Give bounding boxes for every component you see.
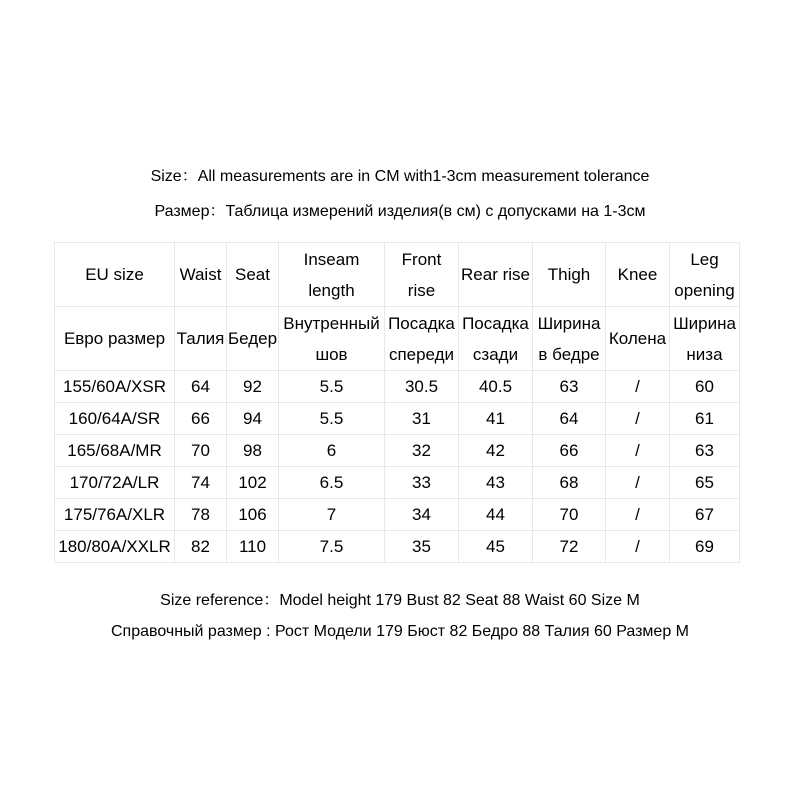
header-row-english	[55, 243, 740, 307]
size-reference-english: Size reference：Model height 179 Bust 82 Seat 88 Waist 60 Size M	[160, 592, 640, 609]
cell-knee: /	[606, 499, 670, 531]
header-label: Front	[401, 249, 442, 269]
header-thigh	[533, 243, 606, 307]
header-label: Thigh	[547, 265, 591, 284]
header-rear-rise	[459, 307, 533, 371]
size-table	[54, 242, 740, 563]
cell-front-rise: 35	[385, 531, 459, 563]
header-front-rise	[385, 243, 459, 307]
header-label: шов	[315, 344, 348, 364]
cell-knee: /	[606, 435, 670, 467]
cell-rear-rise: 41	[459, 403, 533, 435]
table-row	[55, 499, 740, 531]
cell-eu-size: 165/68A/MR	[55, 435, 175, 467]
cell-front-rise: 34	[385, 499, 459, 531]
header-label: Rear rise	[461, 265, 530, 284]
header-leg-opening	[670, 243, 740, 307]
cell-front-rise: 33	[385, 467, 459, 499]
cell-thigh: 66	[533, 435, 606, 467]
cell-leg-opening: 63	[670, 435, 740, 467]
cell-eu-size: 170/72A/LR	[55, 467, 175, 499]
cell-seat: 106	[227, 499, 279, 531]
cell-thigh: 70	[533, 499, 606, 531]
header-label: EU size	[85, 265, 144, 284]
cell-seat: 98	[227, 435, 279, 467]
header-label: Внутренный	[283, 313, 380, 333]
cell-knee: /	[606, 531, 670, 563]
header-seat	[227, 307, 279, 371]
cell-waist: 66	[175, 403, 227, 435]
size-note-english: Size：All measurements are in CM with1-3cm measurement tolerance	[150, 168, 650, 185]
header-knee	[606, 243, 670, 307]
cell-waist: 82	[175, 531, 227, 563]
header-label: Посадка	[388, 313, 455, 333]
cell-eu-size: 160/64A/SR	[55, 403, 175, 435]
cell-knee: /	[606, 371, 670, 403]
header-label: Посадка	[462, 313, 529, 333]
cell-inseam: 7	[279, 499, 385, 531]
header-label: length	[308, 280, 355, 300]
header-label: rise	[407, 280, 436, 300]
cell-front-rise: 30.5	[385, 371, 459, 403]
cell-leg-opening: 67	[670, 499, 740, 531]
header-label: Колена	[608, 329, 667, 348]
cell-rear-rise: 42	[459, 435, 533, 467]
cell-leg-opening: 60	[670, 371, 740, 403]
header-inseam	[279, 307, 385, 371]
cell-seat: 94	[227, 403, 279, 435]
table-row	[55, 403, 740, 435]
cell-knee: /	[606, 403, 670, 435]
header-rear-rise	[459, 243, 533, 307]
size-reference-russian: Справочный размер : Рост Модели 179 Бюст 82 Бедро 88 Талия 60 Размер M	[110, 623, 689, 640]
header-label: Талия	[176, 329, 225, 348]
header-label: Евро размер	[63, 329, 166, 348]
cell-inseam: 7.5	[279, 531, 385, 563]
header-label: спереди	[388, 344, 455, 364]
cell-eu-size: 155/60A/XSR	[55, 371, 175, 403]
header-waist	[175, 307, 227, 371]
size-note-russian: Размер：Таблица измерений изделия(в см) с допусками на 1-3см	[154, 203, 646, 220]
header-label: Ширина	[673, 313, 736, 333]
cell-eu-size: 175/76A/XLR	[55, 499, 175, 531]
cell-rear-rise: 40.5	[459, 371, 533, 403]
cell-rear-rise: 44	[459, 499, 533, 531]
header-label: opening	[674, 280, 735, 300]
cell-thigh: 68	[533, 467, 606, 499]
cell-waist: 74	[175, 467, 227, 499]
header-label: в бедре	[538, 344, 600, 364]
table-row	[55, 435, 740, 467]
cell-inseam: 6	[279, 435, 385, 467]
cell-waist: 78	[175, 499, 227, 531]
header-thigh	[533, 307, 606, 371]
header-eu-size	[55, 307, 175, 371]
header-knee	[606, 307, 670, 371]
header-label: Ширина	[537, 313, 601, 333]
header-eu-size	[55, 243, 175, 307]
header-label: Seat	[235, 265, 270, 284]
header-label: Inseam	[303, 249, 360, 269]
table-row	[55, 371, 740, 403]
header-label: Waist	[179, 265, 222, 284]
header-seat	[227, 243, 279, 307]
cell-seat: 110	[227, 531, 279, 563]
cell-inseam: 5.5	[279, 371, 385, 403]
header-label: Knee	[617, 265, 658, 284]
cell-front-rise: 32	[385, 435, 459, 467]
cell-seat: 92	[227, 371, 279, 403]
header-row-russian	[55, 307, 740, 371]
cell-knee: /	[606, 467, 670, 499]
cell-rear-rise: 45	[459, 531, 533, 563]
header-label: низа	[686, 344, 723, 364]
cell-thigh: 72	[533, 531, 606, 563]
header-label: Бедер	[227, 329, 278, 348]
cell-leg-opening: 61	[670, 403, 740, 435]
cell-leg-opening: 69	[670, 531, 740, 563]
header-front-rise	[385, 307, 459, 371]
cell-eu-size: 180/80A/XXLR	[55, 531, 175, 563]
header-leg-opening	[670, 307, 740, 371]
header-waist	[175, 243, 227, 307]
cell-front-rise: 31	[385, 403, 459, 435]
table-row	[55, 467, 740, 499]
header-label: Leg	[690, 249, 719, 269]
cell-thigh: 63	[533, 371, 606, 403]
table-row	[55, 531, 740, 563]
cell-leg-opening: 65	[670, 467, 740, 499]
cell-waist: 64	[175, 371, 227, 403]
cell-rear-rise: 43	[459, 467, 533, 499]
header-label: сзади	[472, 344, 519, 364]
cell-inseam: 6.5	[279, 467, 385, 499]
cell-waist: 70	[175, 435, 227, 467]
cell-seat: 102	[227, 467, 279, 499]
cell-thigh: 64	[533, 403, 606, 435]
header-inseam	[279, 243, 385, 307]
cell-inseam: 5.5	[279, 403, 385, 435]
